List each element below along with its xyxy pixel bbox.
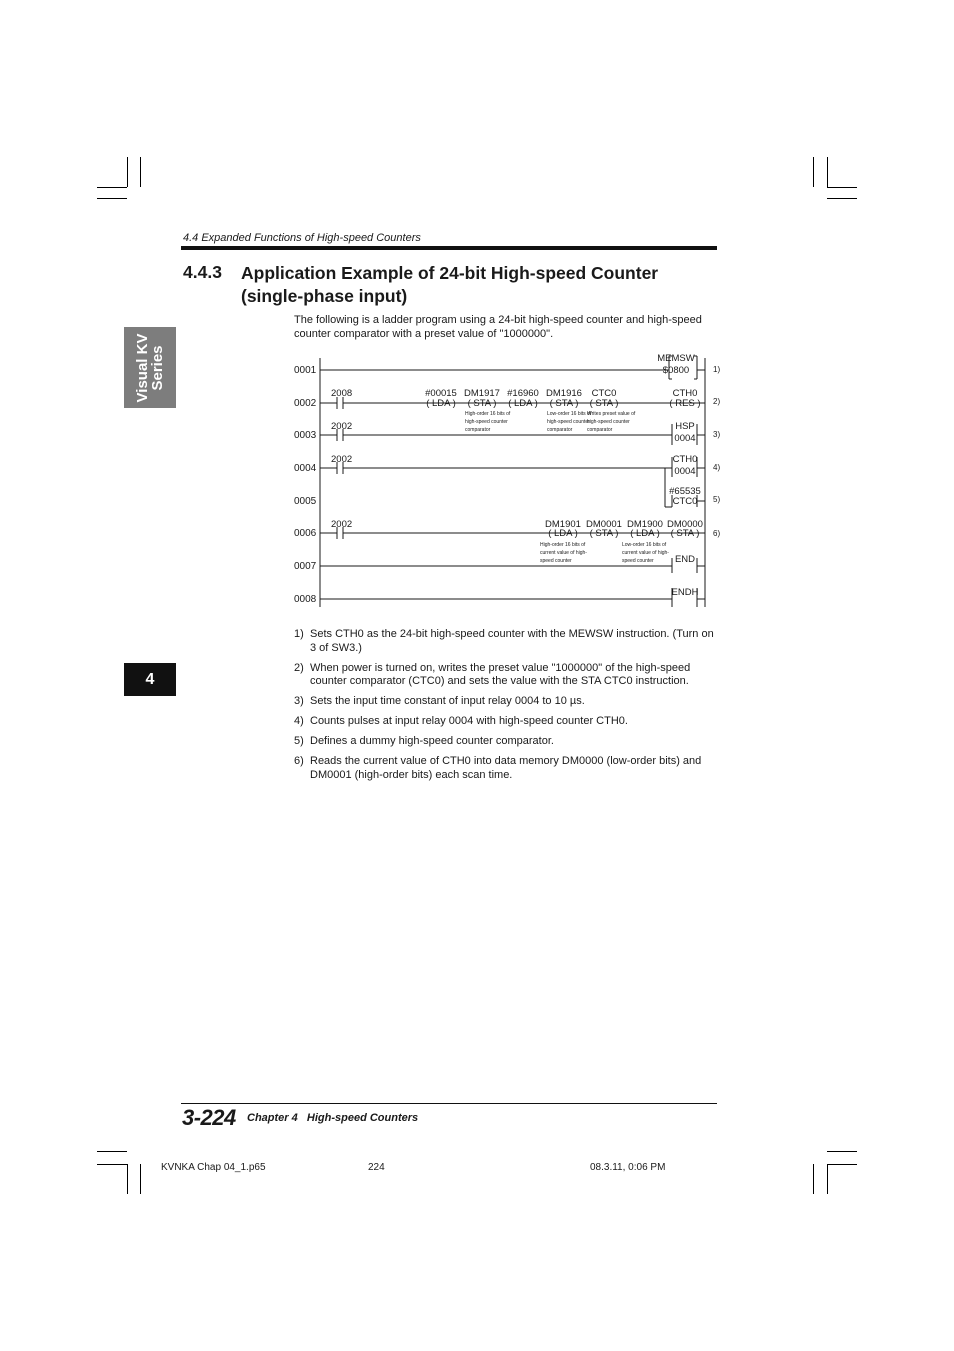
print-timestamp: 08.3.11, 0:06 PM bbox=[590, 1162, 666, 1173]
instr-name: #65535 bbox=[669, 486, 701, 497]
rung-number: 0008 bbox=[294, 594, 317, 605]
instr-end: END bbox=[674, 554, 696, 565]
instr-value: 0004 bbox=[674, 466, 696, 477]
instr-operand: DM0001 bbox=[586, 519, 622, 530]
instr-command: ( RES ) bbox=[669, 398, 701, 409]
instr-note: comparator bbox=[465, 427, 491, 433]
note-item: 5) Defines a dummy high-speed counter comparator. bbox=[294, 735, 554, 747]
note-item: 2) When power is turned on, writes the preset value "1000000" of the high-speed counter comparator (CTC0) and sets the value with the STA CTC0 instruction. bbox=[294, 661, 691, 687]
instr-operand: DM1917 bbox=[464, 388, 500, 399]
instr-note: comparator bbox=[587, 427, 613, 433]
crop-mark bbox=[97, 1151, 127, 1152]
rung-number: 0002 bbox=[294, 398, 317, 409]
notes-list bbox=[294, 628, 718, 789]
instr-note: High-order 16 bits of bbox=[540, 542, 586, 548]
instr-endh: ENDH bbox=[671, 587, 699, 598]
ref-marker: 4) bbox=[713, 463, 721, 472]
ref-marker: 2) bbox=[713, 397, 721, 406]
rung-number: 0007 bbox=[294, 561, 317, 572]
page-number: 3-224 bbox=[182, 1105, 236, 1130]
instr-note: speed counter bbox=[622, 558, 654, 564]
ref-marker: 3) bbox=[713, 430, 721, 439]
note-item: 3) Sets the input time constant of input relay 0004 to 10 µs. bbox=[294, 695, 585, 707]
crop-mark bbox=[827, 1164, 857, 1165]
contact-label: 2008 bbox=[331, 388, 353, 399]
rung-number: 0003 bbox=[294, 430, 317, 441]
crop-mark bbox=[97, 198, 127, 199]
series-tab-line1: Visual KV bbox=[134, 333, 151, 402]
ref-marker: 1) bbox=[713, 365, 721, 374]
rung-number: 0006 bbox=[294, 528, 317, 539]
ref-marker: 6) bbox=[713, 529, 721, 538]
rung-number: 0001 bbox=[294, 365, 317, 376]
note-item: 1) Sets CTH0 as the 24-bit high-speed counter with the MEWSW instruction. (Turn on 3 of SW3.) bbox=[294, 628, 714, 654]
section-header-label: 4.4 Expanded Functions of High-speed Counters bbox=[183, 232, 421, 244]
instr-command: ( LDA ) bbox=[508, 398, 538, 409]
crop-mark bbox=[813, 1164, 814, 1194]
instr-value: $0800 bbox=[662, 365, 690, 376]
instr-note: current value of high- bbox=[540, 550, 587, 556]
crop-mark bbox=[127, 157, 128, 187]
instr-command: ( STA ) bbox=[549, 398, 579, 409]
instr-note: current value of high- bbox=[622, 550, 669, 556]
crop-mark bbox=[140, 1164, 141, 1194]
print-page: 224 bbox=[368, 1162, 385, 1173]
file-name: KVNKA Chap 04_1.p65 bbox=[161, 1162, 266, 1173]
section-number: 4.4.3 bbox=[183, 262, 222, 282]
instr-operand: DM1916 bbox=[546, 388, 582, 399]
ladder-diagram bbox=[280, 345, 730, 620]
instr-note: Low-order 16 bits of bbox=[622, 542, 667, 548]
header-rule bbox=[181, 246, 717, 250]
crop-mark bbox=[827, 187, 857, 188]
crop-mark bbox=[827, 157, 828, 187]
note-item: 6) Reads the current value of CTH0 into data memory DM0000 (low-order bits) and DM0001 (high-order bits) each scan time. bbox=[294, 755, 702, 781]
instr-command: ( STA ) bbox=[589, 398, 619, 409]
instr-command: ( STA ) bbox=[467, 398, 497, 409]
instr-command: ( LDA ) bbox=[630, 528, 660, 539]
crop-mark bbox=[97, 1164, 127, 1165]
rung-number: 0005 bbox=[294, 496, 317, 507]
chapter-label: Chapter 4 High-speed Counters bbox=[247, 1112, 419, 1124]
note-item: 4) Counts pulses at input relay 0004 with high-speed counter CTH0. bbox=[294, 715, 628, 727]
section-title: Application Example of 24-bit High-speed Counter (single-phase input) bbox=[241, 263, 659, 306]
instr-value: CTC0 bbox=[672, 496, 698, 507]
instr-operand: #00015 bbox=[425, 388, 457, 399]
instr-note: High-order 16 bits of bbox=[465, 411, 511, 417]
series-side-tab bbox=[124, 327, 176, 408]
chapter-tab: 4 bbox=[124, 663, 176, 696]
crop-mark bbox=[813, 157, 814, 187]
instr-operand: CTH0 bbox=[672, 388, 698, 399]
instr-command: ( STA ) bbox=[670, 528, 700, 539]
intro-paragraph: The following is a ladder program using a 24-bit high-speed counter and high-speed counter comparator with a preset value of "1000000". bbox=[294, 314, 702, 340]
instr-operand: DM1901 bbox=[545, 519, 581, 530]
crop-mark bbox=[140, 157, 141, 187]
instr-name: CTH0 bbox=[672, 454, 698, 465]
contact-label: 2002 bbox=[331, 454, 353, 465]
instr-note: Low-order 16 bits of bbox=[547, 411, 592, 417]
rung-number: 0004 bbox=[294, 463, 317, 474]
instr-operand: DM1900 bbox=[627, 519, 663, 530]
contact-label: 2002 bbox=[331, 421, 353, 432]
instr-name: HSP bbox=[675, 421, 695, 432]
instr-name: MEMSW bbox=[657, 353, 695, 364]
instr-note: high-speed counter bbox=[547, 419, 590, 425]
instr-note: speed counter bbox=[540, 558, 572, 564]
contact-label: 2002 bbox=[331, 519, 353, 530]
crop-mark bbox=[127, 1164, 128, 1194]
instr-note: high-speed counter bbox=[587, 419, 630, 425]
crop-mark bbox=[97, 187, 127, 188]
instr-operand: DM0000 bbox=[667, 519, 703, 530]
crop-mark bbox=[827, 1164, 828, 1194]
instr-operand: #16960 bbox=[507, 388, 539, 399]
instr-note: high-speed counter bbox=[465, 419, 508, 425]
instr-operand: CTC0 bbox=[591, 388, 617, 399]
instr-command: ( STA ) bbox=[589, 528, 619, 539]
series-tab-line2: Series bbox=[149, 344, 166, 391]
instr-note: Writes preset value of bbox=[587, 411, 636, 417]
instr-value: 0004 bbox=[674, 433, 696, 444]
instr-command: ( LDA ) bbox=[548, 528, 578, 539]
instr-note: comparator bbox=[547, 427, 573, 433]
ref-marker: 5) bbox=[713, 495, 721, 504]
crop-mark bbox=[827, 1151, 857, 1152]
footer-rule bbox=[181, 1103, 717, 1104]
crop-mark bbox=[827, 198, 857, 199]
instr-command: ( LDA ) bbox=[426, 398, 456, 409]
